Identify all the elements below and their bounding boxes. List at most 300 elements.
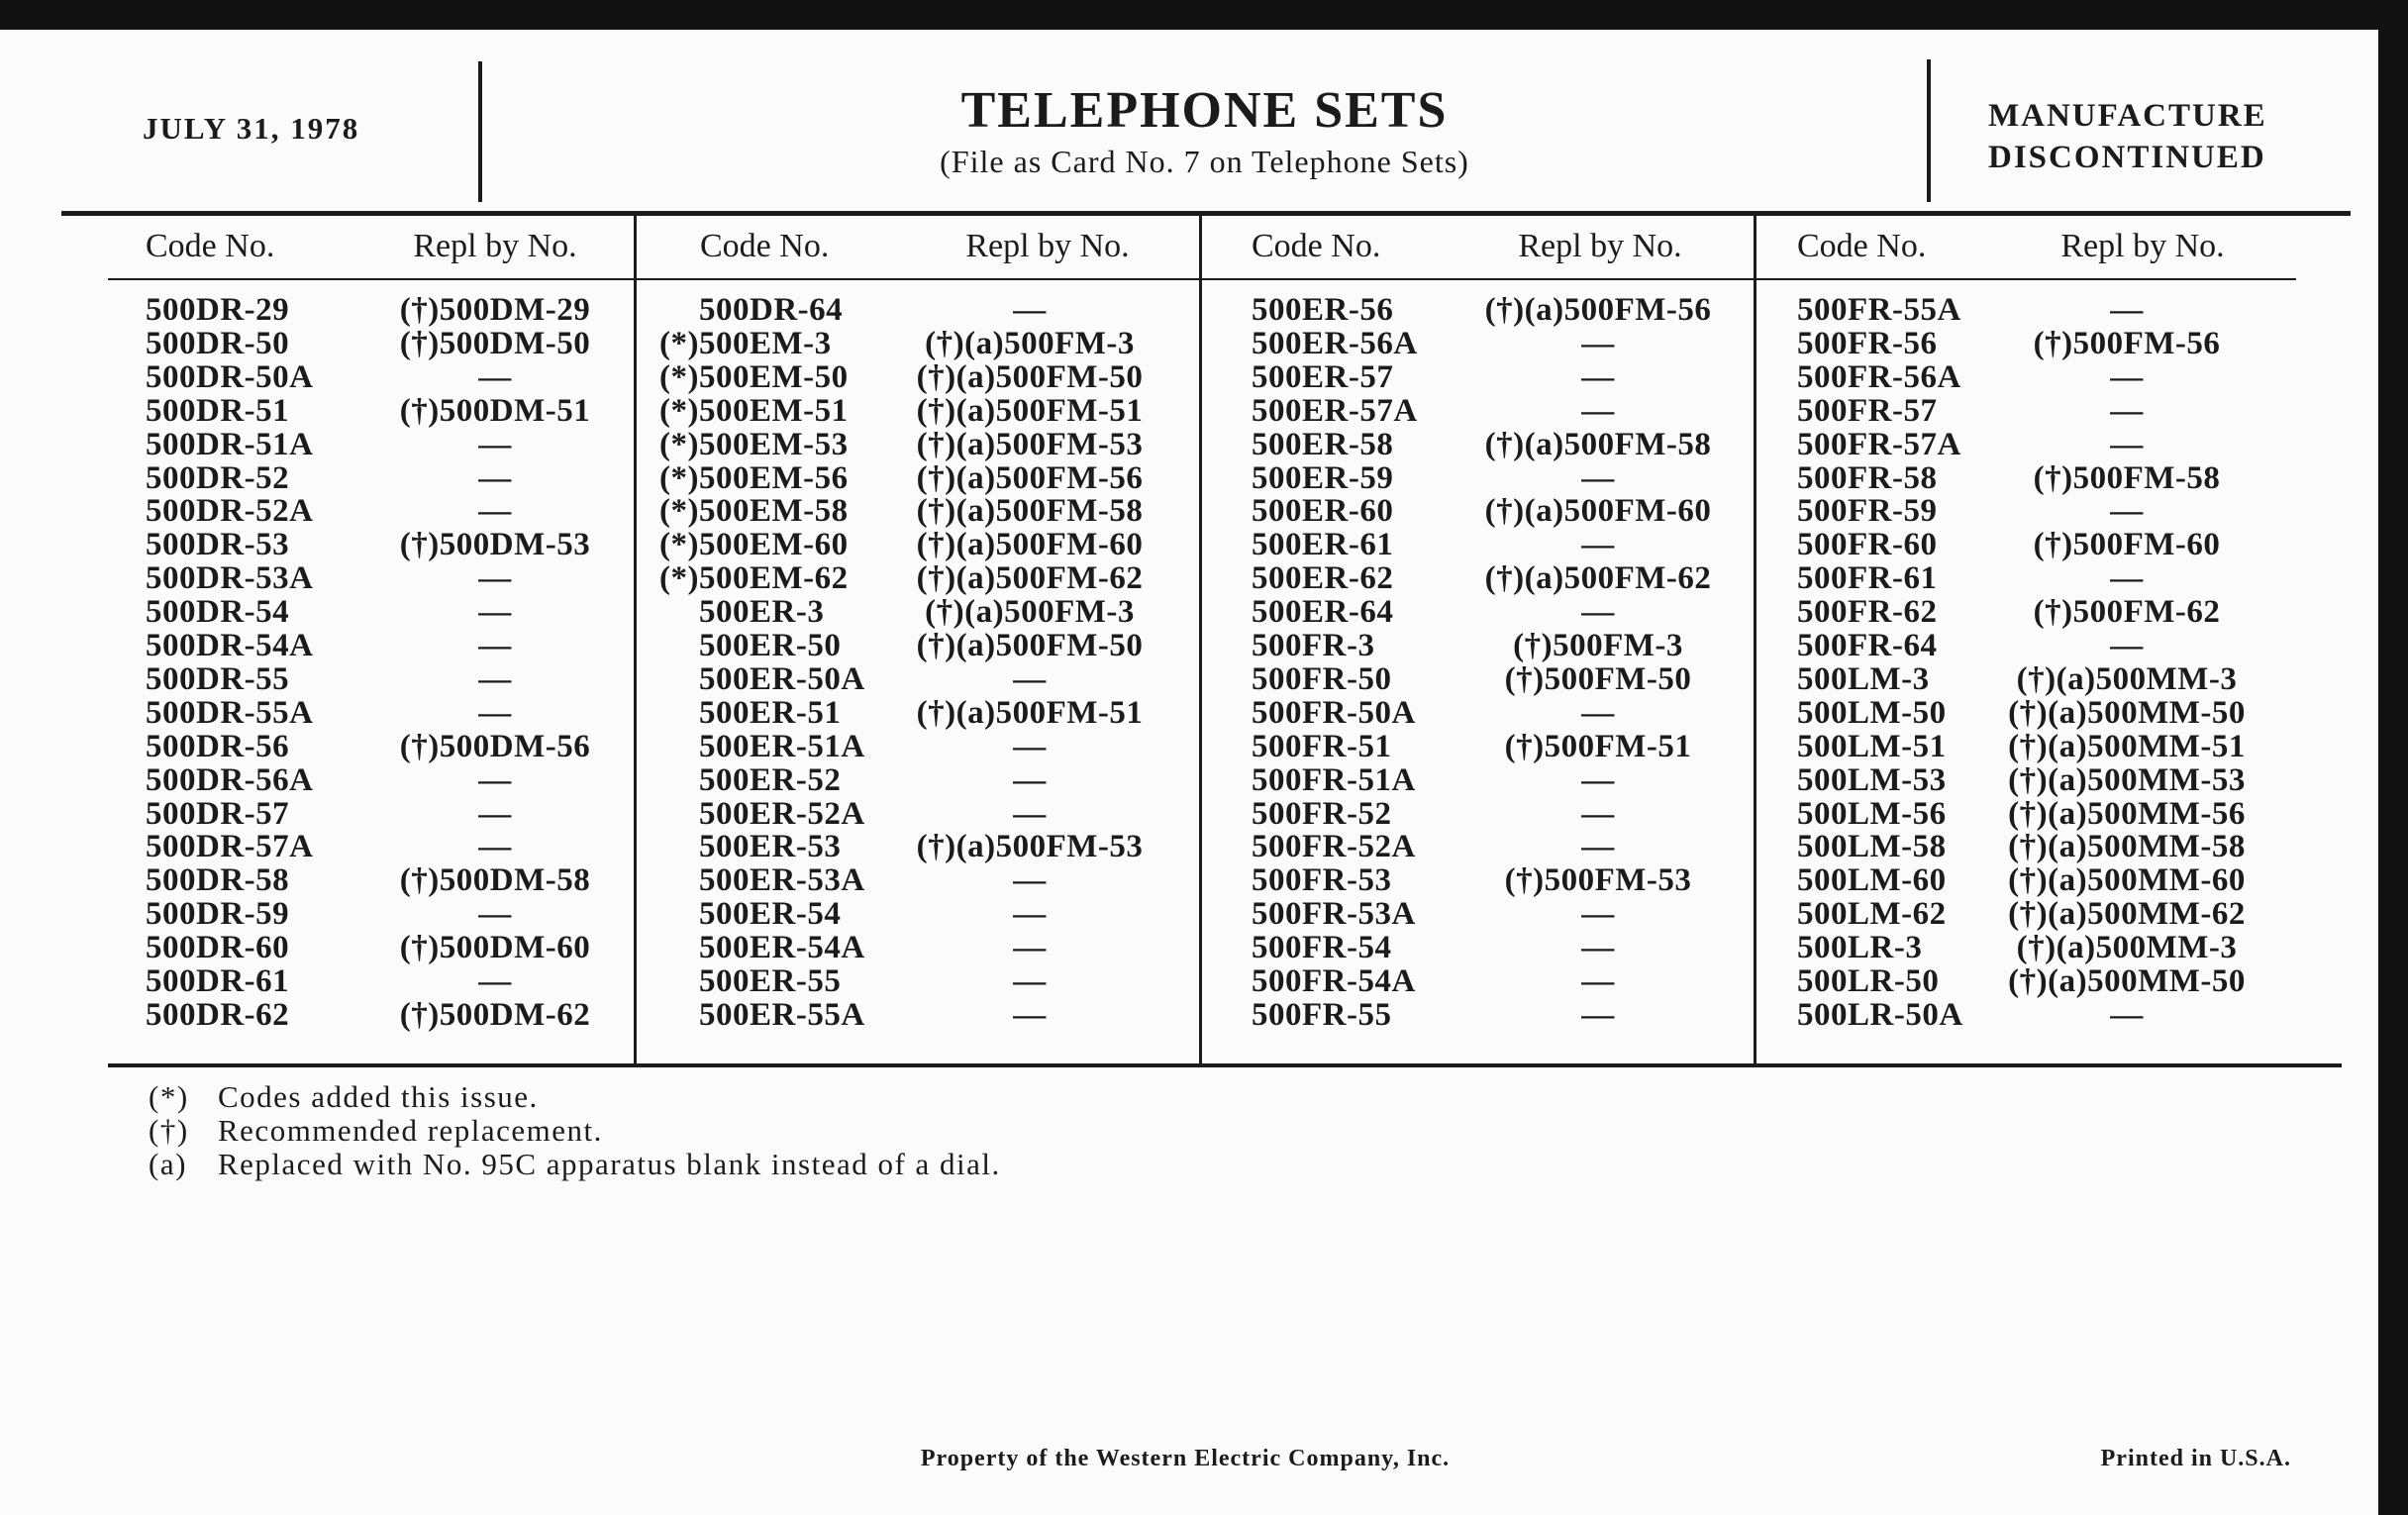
replacement-cell: — — [478, 459, 512, 496]
header-divider-right — [1927, 59, 1931, 202]
replacement-cell: — — [1013, 996, 1047, 1033]
column-divider-2 — [1199, 214, 1202, 1065]
column-header-code: Code No. — [146, 228, 275, 264]
code-value: 500ER-56 — [1252, 292, 1394, 328]
replacement-cell: — — [1581, 896, 1615, 933]
code-cell — [1252, 998, 1391, 1032]
replacement-cell: — — [478, 660, 512, 697]
replacement-cell: (†)500DM-53 — [399, 527, 591, 563]
added-marker: (*) — [659, 325, 699, 361]
code-value: 500DR-51 — [146, 392, 290, 429]
replacement-cell: (†)(a)500FM-60 — [916, 527, 1144, 563]
column-header-repl: Repl by No. — [1518, 228, 1682, 264]
replacement-cell: (†)500FM-3 — [1513, 628, 1683, 663]
code-cell — [146, 461, 289, 495]
replacement-cell: (†)500DM-29 — [399, 292, 591, 328]
code-value: 500DR-54 — [146, 594, 290, 631]
code-cell — [1797, 561, 1937, 595]
replacement-cell: — — [478, 628, 512, 663]
code-cell — [1797, 662, 1930, 696]
code-cell — [699, 998, 865, 1032]
replacement-cell: — — [2110, 292, 2144, 328]
replacement-cell: — — [1581, 694, 1615, 731]
replacement-cell: — — [478, 594, 512, 631]
code-cell — [699, 629, 841, 662]
code-cell — [146, 696, 313, 730]
code-cell — [659, 459, 849, 496]
code-cell — [1252, 964, 1416, 998]
code-cell — [1252, 763, 1416, 797]
code-cell — [1797, 797, 1947, 831]
code-cell — [1797, 293, 1961, 327]
replacement-cell: — — [478, 493, 512, 530]
code-cell — [659, 560, 849, 597]
code-value: 500DR-55 — [146, 660, 290, 697]
replacement-cell: (†)500DM-56 — [399, 728, 591, 764]
code-value: 500ER-56A — [1252, 325, 1418, 361]
code-cell — [146, 964, 289, 998]
code-value: 500DR-54A — [146, 628, 314, 663]
code-cell — [1252, 696, 1416, 730]
code-cell — [699, 797, 865, 831]
replacement-cell: (†)(a)500MM-62 — [2008, 896, 2246, 933]
replacement-cell: — — [478, 358, 512, 395]
replacement-cell: (†)(a)500FM-56 — [1484, 292, 1712, 328]
code-cell — [1252, 730, 1391, 763]
code-value: 500ER-50 — [699, 628, 842, 663]
replacement-cell: (†)(a)500MM-56 — [2008, 795, 2246, 832]
replacement-cell: — — [2110, 426, 2144, 462]
code-value: 500DR-57 — [146, 795, 290, 832]
replacement-cell: — — [478, 795, 512, 832]
replacement-cell: — — [1013, 660, 1047, 697]
replacement-cell: — — [1013, 292, 1047, 328]
code-cell — [699, 662, 865, 696]
footnote-text: Codes added this issue. — [218, 1079, 539, 1114]
code-value: 500ER-57A — [1252, 392, 1418, 429]
code-cell — [1252, 394, 1418, 428]
code-cell — [146, 595, 289, 629]
replacement-cell: — — [1581, 358, 1615, 395]
code-cell — [146, 561, 313, 595]
replacement-cell: (†)(a)500FM-53 — [916, 426, 1144, 462]
code-value: 500ER-57 — [1252, 358, 1394, 395]
code-value: 500LR-50 — [1797, 963, 1940, 999]
code-cell — [1797, 629, 1937, 662]
replacement-cell: (†)(a)500MM-3 — [2016, 930, 2238, 966]
code-value: 500DR-61 — [146, 963, 290, 999]
code-cell — [1797, 931, 1922, 964]
code-value: 500FR-52A — [1252, 829, 1416, 865]
added-marker: (*) — [659, 358, 699, 395]
replacement-cell: — — [1013, 896, 1047, 933]
code-cell — [1797, 360, 1961, 394]
code-value: 500ER-50A — [699, 660, 865, 697]
code-cell — [146, 897, 289, 931]
code-value: 500LR-50A — [1797, 996, 1963, 1033]
code-value: 500FR-57A — [1797, 426, 1961, 462]
code-value: 500FR-54A — [1252, 963, 1416, 999]
replacement-cell: (†)(a)500FM-51 — [916, 392, 1144, 429]
code-value: 500DR-62 — [146, 996, 290, 1033]
code-value: 500DR-55A — [146, 694, 314, 731]
footer-printed: Printed in U.S.A. — [2100, 1446, 2291, 1471]
code-value: 500FR-3 — [1252, 628, 1375, 663]
replacement-cell: — — [1581, 761, 1615, 798]
code-value: 500FR-55A — [1797, 292, 1961, 328]
code-cell — [1252, 494, 1393, 528]
code-cell — [699, 763, 841, 797]
scan-edge-top — [0, 0, 2408, 30]
code-cell — [1252, 595, 1393, 629]
replacement-cell: (†)(a)500FM-58 — [916, 493, 1144, 530]
code-cell — [659, 527, 849, 563]
code-cell — [146, 394, 289, 428]
code-cell — [1252, 293, 1393, 327]
replacement-cell: (†)(a)500MM-58 — [2008, 829, 2246, 865]
replacement-cell: — — [478, 896, 512, 933]
replacement-cell: (†)500FM-62 — [2033, 594, 2221, 631]
code-value: 500ER-3 — [699, 594, 825, 631]
replacement-cell: — — [478, 426, 512, 462]
code-cell — [146, 293, 289, 327]
code-value: 500LM-51 — [1797, 728, 1947, 764]
code-cell — [699, 696, 841, 730]
code-cell — [1252, 428, 1393, 461]
code-cell — [1252, 461, 1393, 495]
footnote — [149, 1113, 603, 1149]
code-cell — [1252, 797, 1391, 831]
replacement-cell: (†)(a)500FM-56 — [916, 459, 1144, 496]
replacement-cell: (†)500DM-58 — [399, 862, 591, 899]
status-line-2: DISCONTINUED — [1988, 140, 2266, 175]
code-value: 500FR-53A — [1252, 896, 1416, 933]
replacement-cell: (†)(a)500MM-51 — [2008, 728, 2246, 764]
code-cell — [1797, 998, 1963, 1032]
code-value: 500LM-58 — [1797, 829, 1947, 865]
code-value: 500DR-64 — [699, 292, 844, 328]
code-value: 500FR-56 — [1797, 325, 1938, 361]
replacement-cell: — — [1581, 392, 1615, 429]
code-cell — [1797, 428, 1961, 461]
code-value: 500ER-55A — [699, 996, 865, 1033]
code-cell — [1252, 629, 1374, 662]
replacement-cell: (†)500FM-51 — [1504, 728, 1692, 764]
code-cell — [1252, 662, 1391, 696]
replacement-cell: — — [478, 761, 512, 798]
replacement-cell: — — [478, 829, 512, 865]
code-value: 500EM-58 — [699, 493, 849, 530]
code-cell — [1797, 461, 1937, 495]
replacement-cell: (†)(a)500FM-62 — [1484, 560, 1712, 597]
code-cell — [146, 629, 313, 662]
code-cell — [699, 293, 843, 327]
code-cell — [699, 830, 841, 863]
replacement-cell: (†)(a)500MM-3 — [2016, 660, 2238, 697]
code-value: 500DR-52 — [146, 459, 290, 496]
code-cell — [146, 360, 313, 394]
code-cell — [1252, 863, 1391, 897]
code-cell — [699, 730, 865, 763]
replacement-cell: (†)(a)500FM-50 — [916, 628, 1144, 663]
code-value: 500EM-60 — [699, 527, 849, 563]
replacement-cell: (†)(a)500MM-60 — [2008, 862, 2246, 899]
code-cell — [1252, 561, 1393, 595]
code-cell — [1797, 394, 1937, 428]
code-value: 500LM-56 — [1797, 795, 1947, 832]
replacement-cell: (†)(a)500FM-53 — [916, 829, 1144, 865]
column-header-repl: Repl by No. — [965, 228, 1130, 264]
footnote — [149, 1079, 539, 1115]
code-value: 500FR-50 — [1252, 660, 1392, 697]
code-cell — [146, 730, 289, 763]
code-value: 500ER-53A — [699, 862, 865, 899]
footer-property: Property of the Western Electric Company, Inc. — [920, 1446, 1451, 1471]
replacement-cell: — — [1013, 795, 1047, 832]
code-value: 500DR-57A — [146, 829, 314, 865]
added-marker: (*) — [659, 560, 699, 597]
code-value: 500ER-52A — [699, 795, 865, 832]
column-header-code: Code No. — [700, 228, 830, 264]
code-value: 500DR-50A — [146, 358, 314, 395]
column-divider-3 — [1754, 214, 1756, 1065]
footnote-text: Recommended replacement. — [218, 1113, 603, 1148]
replacement-cell: — — [478, 560, 512, 597]
replacement-cell: (†)500DM-60 — [399, 930, 591, 966]
replacement-cell: — — [1581, 527, 1615, 563]
replacement-cell: — — [2110, 358, 2144, 395]
column-header-repl: Repl by No. — [413, 228, 577, 264]
code-cell — [659, 493, 849, 530]
code-cell — [1252, 528, 1393, 561]
replacement-cell: (†)(a)500MM-50 — [2008, 963, 2246, 999]
code-value: 500ER-51 — [699, 694, 842, 731]
code-value: 500FR-52 — [1252, 795, 1392, 832]
code-value: 500ER-64 — [1252, 594, 1394, 631]
code-cell — [146, 830, 313, 863]
code-cell — [699, 931, 865, 964]
replacement-cell: — — [1581, 930, 1615, 966]
code-cell — [146, 494, 313, 528]
replacement-cell: — — [2110, 560, 2144, 597]
column-header-repl: Repl by No. — [2060, 228, 2225, 264]
scan-edge-right — [2378, 0, 2408, 1515]
code-cell — [699, 897, 841, 931]
footnote-text: Replaced with No. 95C apparatus blank instead of a dial. — [218, 1147, 1001, 1181]
code-value: 500ER-53 — [699, 829, 842, 865]
code-value: 500ER-51A — [699, 728, 865, 764]
replacement-cell: (†)500FM-56 — [2033, 325, 2221, 361]
code-value: 500ER-59 — [1252, 459, 1394, 496]
replacement-cell: (†)(a)500FM-51 — [916, 694, 1144, 731]
added-marker: (*) — [659, 392, 699, 429]
code-cell — [1797, 763, 1947, 797]
code-value: 500ER-60 — [1252, 493, 1394, 530]
replacement-cell: — — [1581, 996, 1615, 1033]
code-cell — [1252, 830, 1416, 863]
code-value: 500DR-56A — [146, 761, 314, 798]
code-value: 500DR-58 — [146, 862, 290, 899]
status-line-1: MANUFACTURE — [1988, 98, 2267, 134]
column-header-code: Code No. — [1252, 228, 1381, 264]
replacement-cell: — — [478, 694, 512, 731]
code-value: 500EM-50 — [699, 358, 849, 395]
footnote-mark: (†) — [149, 1113, 189, 1148]
status-label — [1988, 95, 2267, 178]
code-cell — [699, 595, 824, 629]
code-value: 500FR-50A — [1252, 694, 1416, 731]
code-value: 500EM-3 — [699, 325, 832, 361]
table-bottom-rule — [108, 1063, 2342, 1067]
code-cell — [146, 528, 289, 561]
code-value: 500FR-64 — [1797, 628, 1938, 663]
replacement-cell: — — [1013, 761, 1047, 798]
code-cell — [1797, 863, 1947, 897]
replacement-cell: (†)500FM-58 — [2033, 459, 2221, 496]
added-marker: (*) — [659, 459, 699, 496]
code-value: 500FR-56A — [1797, 358, 1961, 395]
replacement-cell: — — [1013, 862, 1047, 899]
code-value: 500LM-62 — [1797, 896, 1947, 933]
code-value: 500FR-57 — [1797, 392, 1938, 429]
replacement-cell: — — [1013, 728, 1047, 764]
code-value: 500LM-60 — [1797, 862, 1947, 899]
code-value: 500FR-60 — [1797, 527, 1938, 563]
replacement-cell: (†)500DM-50 — [399, 325, 591, 361]
replacement-cell: — — [1581, 795, 1615, 832]
code-cell — [146, 763, 313, 797]
code-cell — [146, 998, 289, 1032]
footnote — [149, 1147, 1001, 1182]
code-value: 500DR-60 — [146, 930, 290, 966]
page-subtitle: (File as Card No. 7 on Telephone Sets) — [940, 144, 1469, 179]
table-top-rule — [61, 211, 2351, 216]
replacement-cell: (†)500FM-53 — [1504, 862, 1692, 899]
replacement-cell: — — [1581, 963, 1615, 999]
code-value: 500EM-51 — [699, 392, 849, 429]
column-divider-1 — [634, 214, 637, 1065]
footnote-mark: (*) — [149, 1079, 189, 1114]
code-cell — [1797, 897, 1947, 931]
replacement-cell: (†)500FM-50 — [1504, 660, 1692, 697]
code-cell — [659, 426, 849, 462]
code-value: 500DR-50 — [146, 325, 290, 361]
code-value: 500ER-55 — [699, 963, 842, 999]
replacement-cell: (†)500FM-60 — [2033, 527, 2221, 563]
code-cell — [146, 327, 289, 360]
code-value: 500ER-58 — [1252, 426, 1394, 462]
code-value: 500ER-61 — [1252, 527, 1394, 563]
table-header-rule — [108, 278, 2296, 280]
replacement-cell: (†)500DM-51 — [399, 392, 591, 429]
replacement-cell: (†)(a)500MM-53 — [2008, 761, 2246, 798]
code-value: 500LM-3 — [1797, 660, 1930, 697]
replacement-cell: (†)(a)500FM-60 — [1484, 493, 1712, 530]
replacement-cell: (†)(a)500FM-3 — [925, 594, 1135, 631]
added-marker: (*) — [659, 426, 699, 462]
code-cell — [659, 358, 849, 395]
code-cell — [699, 964, 841, 998]
replacement-cell: — — [1581, 829, 1615, 865]
code-cell — [1252, 360, 1393, 394]
replacement-cell: — — [1581, 594, 1615, 631]
code-value: 500ER-62 — [1252, 560, 1394, 597]
code-value: 500DR-52A — [146, 493, 314, 530]
code-value: 500EM-53 — [699, 426, 849, 462]
issue-date: JULY 31, 1978 — [143, 111, 360, 146]
replacement-cell: — — [1581, 459, 1615, 496]
code-value: 500FR-53 — [1252, 862, 1392, 899]
replacement-cell: (†)(a)500FM-50 — [916, 358, 1144, 395]
code-cell — [1797, 595, 1937, 629]
code-value: 500FR-58 — [1797, 459, 1938, 496]
code-cell — [1797, 830, 1947, 863]
code-cell — [1797, 494, 1937, 528]
code-cell — [146, 863, 289, 897]
replacement-cell: (†)(a)500FM-58 — [1484, 426, 1712, 462]
code-value: 500LM-50 — [1797, 694, 1947, 731]
code-value: 500ER-54A — [699, 930, 865, 966]
code-cell — [1797, 696, 1947, 730]
column-header-code: Code No. — [1797, 228, 1927, 264]
code-value: 500DR-51A — [146, 426, 314, 462]
code-cell — [1252, 897, 1416, 931]
code-cell — [1797, 964, 1939, 998]
code-cell — [146, 428, 313, 461]
code-value: 500EM-62 — [699, 560, 849, 597]
added-marker: (*) — [659, 527, 699, 563]
code-value: 500FR-61 — [1797, 560, 1938, 597]
code-cell — [146, 931, 289, 964]
code-value: 500FR-62 — [1797, 594, 1938, 631]
code-value: 500LM-53 — [1797, 761, 1947, 798]
code-cell — [1797, 730, 1947, 763]
code-cell — [1252, 327, 1418, 360]
code-cell — [146, 797, 289, 831]
code-value: 500ER-52 — [699, 761, 842, 798]
code-value: 500DR-53 — [146, 527, 290, 563]
replacement-cell: — — [478, 963, 512, 999]
code-value: 500DR-29 — [146, 292, 290, 328]
replacement-cell: (†)500DM-62 — [399, 996, 591, 1033]
code-value: 500FR-59 — [1797, 493, 1938, 530]
replacement-cell: — — [1013, 963, 1047, 999]
code-value: 500DR-56 — [146, 728, 290, 764]
code-cell — [1797, 327, 1937, 360]
replacement-cell: (†)(a)500FM-62 — [916, 560, 1144, 597]
replacement-cell: — — [2110, 392, 2144, 429]
code-value: 500DR-53A — [146, 560, 314, 597]
replacement-cell: — — [2110, 628, 2144, 663]
replacement-cell: (†)(a)500MM-50 — [2008, 694, 2246, 731]
added-marker: (*) — [659, 493, 699, 530]
code-value: 500FR-51A — [1252, 761, 1416, 798]
code-cell — [659, 392, 849, 429]
code-cell — [146, 662, 289, 696]
replacement-cell: — — [1013, 930, 1047, 966]
code-value: 500ER-54 — [699, 896, 842, 933]
code-value: 500FR-55 — [1252, 996, 1392, 1033]
code-cell — [1797, 528, 1937, 561]
code-value: 500FR-54 — [1252, 930, 1392, 966]
code-value: 500FR-51 — [1252, 728, 1392, 764]
replacement-cell: — — [2110, 996, 2144, 1033]
replacement-cell: (†)(a)500FM-3 — [925, 325, 1135, 361]
replacement-cell: — — [2110, 493, 2144, 530]
code-cell — [1252, 931, 1391, 964]
page-title: TELEPHONE SETS — [960, 82, 1449, 139]
footnote-mark: (a) — [149, 1147, 187, 1181]
